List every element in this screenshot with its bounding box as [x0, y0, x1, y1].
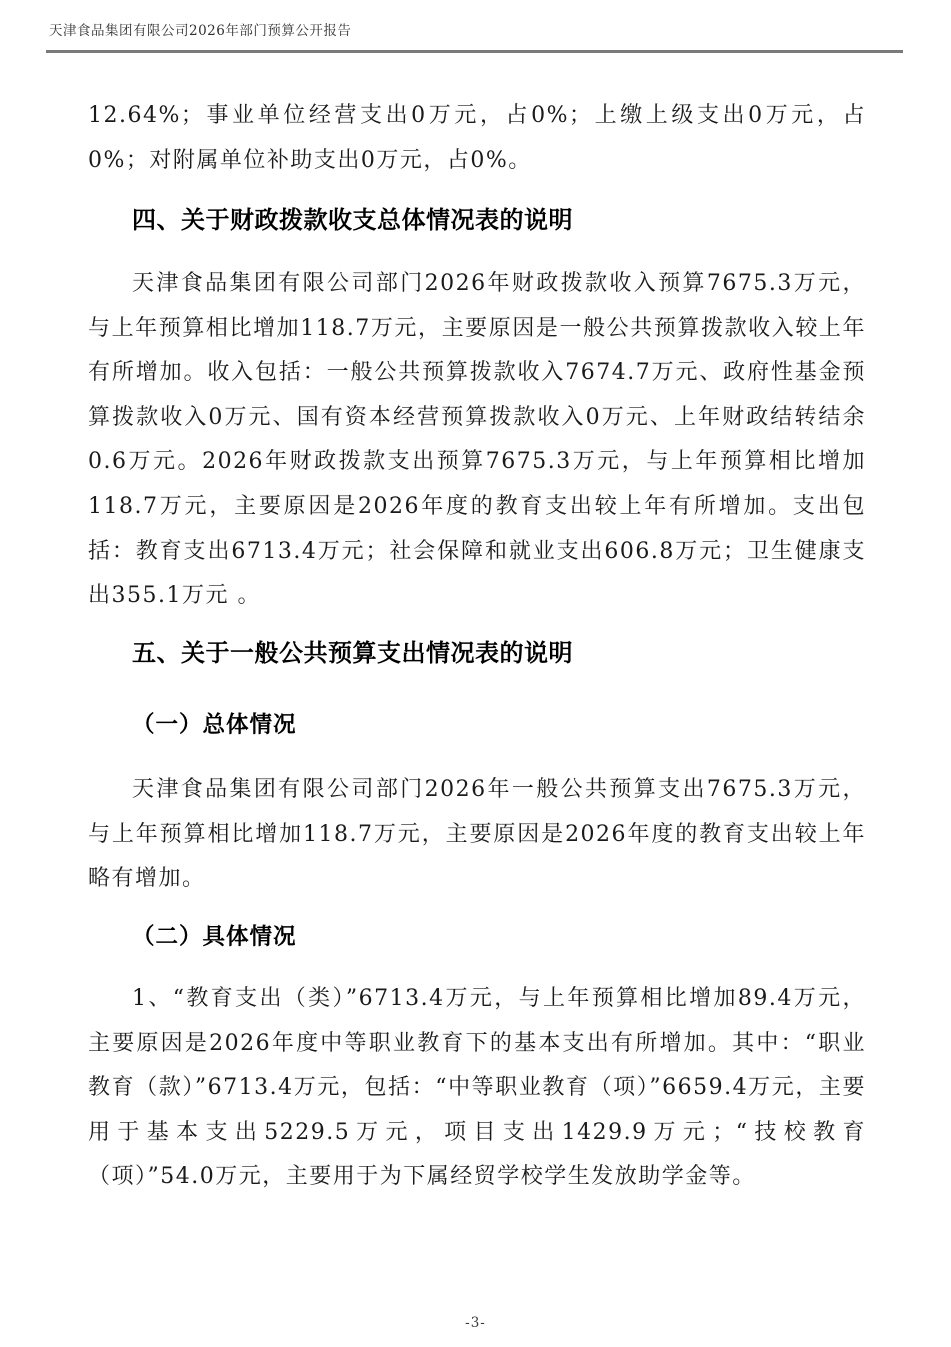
subsection-1-paragraph: 天津食品集团有限公司部门2026年一般公共预算支出7675.3万元，与上年预算相比增加118.7万元，主要原因是2026年度的教育支出较上年略有增加。	[88, 777, 866, 892]
subsection-heading-1: （一）总体情况	[132, 712, 297, 738]
document-header-title: 天津食品集团有限公司2026年部门预算公开报告	[49, 23, 352, 39]
header-rule	[46, 50, 903, 53]
section-heading-5: 五、关于一般公共预算支出情况表的说明	[132, 639, 573, 667]
page-number: -3-	[465, 1315, 486, 1331]
section-4-paragraph: 天津食品集团有限公司部门2026年财政拨款收入预算7675.3万元，与上年预算相比增加118.7万元，主要原因是一般公共预算拨款收入较上年有所增加。收入包括：一般公共预算拨款收入7674.7万元、政府性基金预算拨款收入0万元、国有资本经营预算拨款收入0万元、上年财政结转结余0.6万元。2026年财政拨款支出预算7675.3万元，与上年预算相比增加118.7万元，主要原因是2026年度的教育支出较上年有所增加。支出包括：教育支出6713.4万元；社会保障和就业支出606.8万元；卫生健康支出355.1万元 。	[88, 271, 866, 609]
carryover-paragraph: 12.64%；事业单位经营支出0万元，占0%；上缴上级支出0万元，占0%；对附属单位补助支出0万元，占0%。	[88, 103, 866, 173]
subsection-heading-2: （二）具体情况	[132, 924, 297, 950]
section-heading-4: 四、关于财政拨款收支总体情况表的说明	[132, 206, 573, 234]
subsection-2-paragraph: 1、“教育支出（类）”6713.4万元，与上年预算相比增加89.4万元，主要原因是2026年度中等职业教育下的基本支出有所增加。其中：“职业教育（款）”6713.4万元，包括：“中等职业教育（项）”6659.4万元，主要用于基本支出5229.5万元，项目支出1429.9万元；“技校教育（项）”54.0万元，主要用于为下属经贸学校学生发放助学金等。	[88, 986, 866, 1190]
